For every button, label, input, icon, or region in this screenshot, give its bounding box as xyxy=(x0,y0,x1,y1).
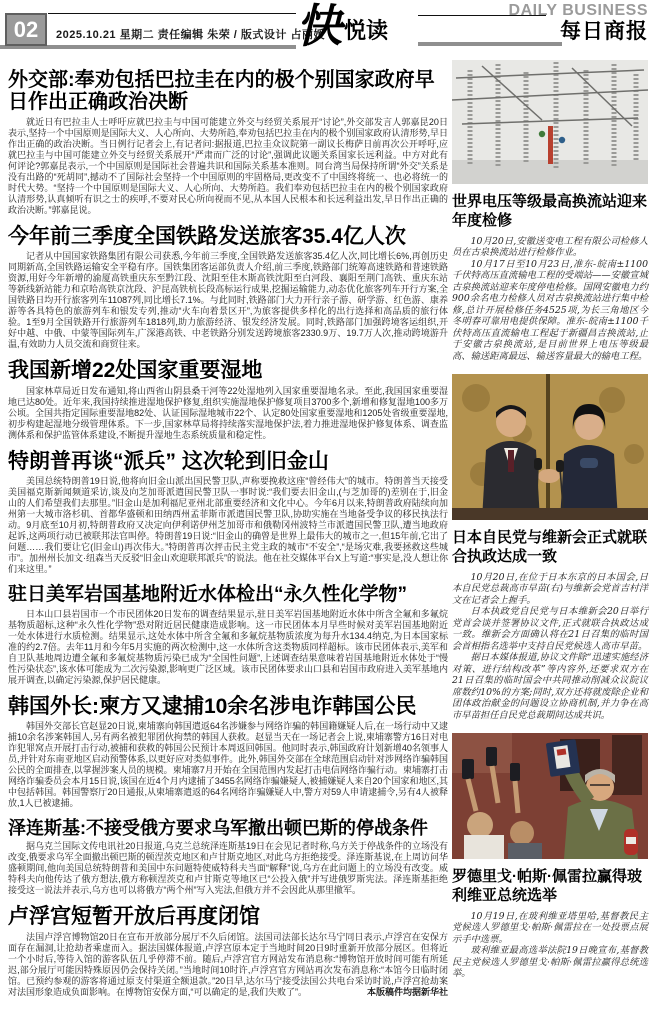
photo-caption: 10月20日,安徽送变电工程有限公司检修人员在古泉换流站进行检修作业。 xyxy=(452,235,648,258)
article-wetlands xyxy=(8,359,448,441)
logo-yuedu-text: 悦读 xyxy=(344,18,389,43)
sidebar-story-body: 10月17日至10月23日,准东-皖南±1100千伏特高压直流输电工程的受端站——安徽宣城古泉换流站迎来年度停电检修。国网安徽电力约900余名电力检修人员对古泉换流站进行集中检修,总计开展检修任务4525项,为长三角地区今冬明春可靠用电提供保障。准东-皖南±1100千伏特高压直流输电工程起于新疆昌吉换流站,止于安徽古泉换流站,是目前世界上电压等级最高、输送距离最远、输送容量最大的输电工程。 xyxy=(452,258,648,362)
article-title: 外交部:奉劝包括巴拉圭在内的极个别国家政府早日作出正确政治决断 xyxy=(8,69,435,114)
photo-caption: 10月19日,在玻利维亚塔里哈,基督教民主党候选人罗德里戈·帕斯·佩雷拉在一处投票点展示手中选票。 xyxy=(452,910,648,945)
section-logo xyxy=(296,0,416,53)
article-title: 驻日美军岩国基地附近水体检出“永久性化学物” xyxy=(8,584,408,606)
sidebar-story-substation xyxy=(452,60,648,362)
article-title: 卢浮宫短暂开放后再度闭馆 xyxy=(8,905,260,929)
article-body: 日本山口县岩国市一个市民团体20日发布的调查结果显示,驻日美军岩国基地附近水体中所含全氟和多氟烷基物质超标,这种“永久性化学物”恐对附近居民健康造成影响。这一市民团体本月早些时候对美军岩国基地附近一处水体进行水质检测。结果显示,这处水体中所含全氟和多氟烷基物质浓度为每升水134.4纳克,为日本国家标准的约2.7倍。去年11月和今年5月实施的两次检测中,这一水体所含这类物质同样超标。该市民团体表示,美军和自卫队基地周边遭全氟和多氟烷基物质污染已成为“全国性问题”,上述调查结果意味着岩国基地附近水体处于“慢性污染状态”,该水体可能成为二次污染源,影响更广泛区域。该市民团体要求山口县和岩国市政府进入美军基地内展开调查,以确定污染源,保护居民健康。 xyxy=(8,608,449,685)
ldp-ishin-photo xyxy=(452,374,648,520)
masthead xyxy=(509,2,648,44)
page-number-badge: 02 xyxy=(5,13,47,46)
date-line: 2025.10.21 星期二 责任编辑 朱荣 / 版式设计 占丽媛 xyxy=(56,29,325,41)
article-body: 记者从中国国家铁路集团有限公司获悉,今年前三季度,全国铁路发送旅客35.4亿人次,同比增长6%,再创历史同期新高,全国铁路运输安全平稳有序。国铁集团客运部负责人介绍,前三季度,铁路部门统筹高速铁路和普速铁路资源,用好今年新增的渝厦高铁重庆东至黔江段、沈阳至佳木斯高铁沈阳至白河段、襄阳至荆门高铁、重庆东站等新线新站能力和京哈高铁京沈段、沪昆高铁杭长段高标运行成果,挖掘运输能力,动态优化旅客列车开行方案,全国铁路日均开行旅客列车11087列,同比增长7.1%。与此同时,铁路部门大力开行亲子游、研学游、红色游、康养游等各具特色的旅游列车和银发专列,推动“火车向着景区开”,为旅客提供多样化的出行选择和高品质的旅行体验。1至9月全国铁路开行旅游列车1818列,助力旅游经济、银发经济发展。同时,铁路部门加强跨境客运组织,开好中越、中俄、中蒙等国际列车,广深港高铁、中老铁路分别发送跨境旅客2330.9万、19.7万人次,推动跨境游升温,有效助力人员交流和商贸往来。 xyxy=(8,251,448,350)
bolivia-election-photo xyxy=(452,733,648,859)
sidebar-story-japan-coalition xyxy=(452,374,648,721)
article-railway-passengers xyxy=(8,225,448,351)
article-title: 特朗普再谈“派兵” 这次轮到旧金山 xyxy=(8,449,329,473)
main-column xyxy=(8,60,448,998)
masthead-english: DAILY BUSINESS xyxy=(508,2,648,19)
sidebar-story-title: 日本自民党与维新会正式就联合执政达成一致 xyxy=(452,529,648,565)
page-content xyxy=(0,58,652,998)
article-title: 韩国外长:柬方又逮捕10余名涉电诈韩国公民 xyxy=(8,694,417,718)
logo-kuai-glyph: 快 xyxy=(296,0,342,53)
article-body: 韩国外交部长官赵显20日说,柬埔寨向韩国遣返64名涉嫌参与网络诈骗的韩国籍嫌疑人后,在一场行动中又逮捕10余名涉案韩国人,另有两名被犯罪团伙拘禁的韩国人获救。赵显当天在一场记者会上说,柬埔寨警方16日对电诈犯罪窝点开展打击行动,被捕和获救的韩国公民预计本周返回韩国。他同时表示,韩国政府计划新增40名领事人员,并针对东南亚地区启动预警体系,以更好应对类似事件。此外,韩国外交部在全球范围启动针对涉网络诈骗韩国公民的全面排查,以掌握涉案人员的规模。柬埔寨7月开始在全国范围内发起打击电信网络诈骗行动。柬埔寨打击网络诈骗委员会本月15日说,该国在近4个月内逮捕了3455名网络诈骗嫌疑人,被捕嫌疑人来自20个国家和地区,其中包括韩国。韩国警察厅20日通报,从柬埔寨遣返的64名网络诈骗嫌疑人中,警方对59人申请逮捕令,另有4人被释放,1人已被逮捕。 xyxy=(8,721,448,809)
article-title: 今年前三季度全国铁路发送旅客35.4亿人次 xyxy=(8,224,406,248)
masthead-chinese: 每日商报 xyxy=(560,20,648,43)
source-credit: 本版稿件均据新华社 xyxy=(366,986,448,997)
article-zelensky xyxy=(8,818,448,896)
article-louvre xyxy=(8,905,448,998)
article-body: 就近日有巴拉圭人士呼吁应就巴拉圭与中国可能建立外交与经贸关系展开“讨论”,外交部发言人郭嘉昆20日表示,坚持一个中国原则是国际大义、人心所向、大势所趋,奉劝包括巴拉圭在内的极个别国家政府认清形势,早日作出正确的政治决断。当日例行记者会上,有记者问:据报道,巴拉圭众议院第一副议长梅萨日前再次公开呼吁,应就巴拉圭与中国可能建立外交与经贸关系展开“严肃而广泛的讨论”,强调此议题关系国家长远利益。中方对此有何评论?郭嘉昆表示,一个中国原则是国际社会普遍共识和国际关系基本准则。同台湾当局保持所谓“外交”关系是没有出路的“死胡同”,撼动不了国际社会坚持一个中国原则的牢固格局,更改变不了中国终将统一、也必将统一的时代大势。“坚持一个中国原则是国际大义、人心所向、大势所趋。我们奉劝包括巴拉圭在内的极个别国家政府认清形势,认真倾听有识之士的疾呼,不要对民心所向视而不见,从本国人民根本和长远利益出发,早日作出正确的政治决断。”郭嘉昆说。 xyxy=(8,116,448,215)
article-title: 泽连斯基:不接受俄方要求乌军撤出顿巴斯的停战条件 xyxy=(8,818,428,839)
sidebar-story-body: 据日本媒体报道,协议文件除“迅速实施经济对策、进行结构改革”等内容外,还要求双方在21日召集的临时国会中共同推动削减众议院议席数约10%的方案;同时,双方还将就废除企业和团体政治献金的问题设立协商机制,并力争在高市早苗担任自民党总裁期间达成共识。 xyxy=(452,652,648,721)
header-rule-top-left xyxy=(48,13,296,14)
article-foreign-ministry xyxy=(8,69,448,216)
sidebar-story-title: 罗德里戈·帕斯·佩雷拉赢得玻利维亚总统选举 xyxy=(452,868,642,904)
article-title: 我国新增22处国家重要湿地 xyxy=(8,359,263,383)
article-iwakuni-water xyxy=(8,584,448,685)
sidebar-story-title: 世界电压等级最高换流站迎来年度检修 xyxy=(452,193,648,229)
page-header xyxy=(0,0,652,58)
article-korea-cambodia xyxy=(8,695,448,810)
photo-caption: 10月20日,在位于日本东京的日本国会,日本自民党总裁高市早苗(右)与维新会党首吉村洋文在记者会上握手。 xyxy=(452,571,648,606)
sidebar-story-bolivia xyxy=(452,733,648,980)
article-body: 美国总统特朗普19日说,他将向旧金山派出国民警卫队,声称要挽救这座“曾经伟大”的城市。特朗普当天接受美国福克斯新闻频道采访,谈及向芝加哥派遣国民警卫队一事时说:“我们要去旧金山,(与芝加哥的)差别在于,旧金山的人们希望我们去那里。”旧金山是加利福尼亚州北部重要经济和文化中心。今年6月以来,特朗普政府陆续向加州第一大城市洛杉矶、首都华盛顿和田纳西州孟菲斯市派遣国民警卫队,协助实施在当地备受争议的移民执法行动。9月底至10月初,特朗普政府又决定向伊利诺伊州芝加哥市和俄勒冈州波特兰市派遣国民警卫队,遭当地政府起诉,这两项行动已被联邦法官叫停。特朗普19日说:“旧金山的确曾是世界上最伟大的城市之一,但15年前,它出了问题……我们要让它(旧金山)再次伟大。”特朗普再次抨击民主党主政的城市“不安全”,“是场灾难,我要拯救这些城市”。加州州长加文·纽森当天反驳“旧金山欢迎联邦派兵”的说法。他在社交媒体平台X上写道:“事实是,没人想让你们来这里。” xyxy=(8,476,448,575)
article-trump-sanfrancisco xyxy=(8,450,448,576)
article-body: 国家林草局近日发布通知,将山西省山阴县桑干河等22处湿地列入国家重要湿地名录。至此,我国国家重要湿地已达80处。近年来,我国持续推进湿地保护修复,组织实施湿地保护修复项目3700多个,新增和修复湿地100多万公顷。全国共指定国际重要湿地82处、认证国际湿地城市22个、认定80处国家重要湿地和1205处省级重要湿地,初步构建起湿地分级管理体系。下一步,国家林草局将持续落实湿地保护法,着力推进湿地保护修复体系、调查监测体系和保护监管体系建设,不断提升湿地生态系统质量和稳定性。 xyxy=(8,385,448,440)
sidebar-column xyxy=(452,60,648,998)
sidebar-story-body: 日本执政党自民党与日本维新会20日举行党首会谈并签署协议文件,正式就联合执政达成一致。维新会方面确认将在21日召集的临时国会首相指名选举中支持自民党候选人高市早苗。 xyxy=(452,606,648,652)
sidebar-story-body: 玻利维亚最高选举法院19日晚宣布,基督教民主党候选人罗德里戈·帕斯·佩雷拉赢得总统选举。 xyxy=(452,945,648,979)
article-body: 据乌克兰国际文传电讯社20日报道,乌克兰总统泽连斯基19日在会见记者时称,乌方关于停战条件的立场没有改变,俄要求乌军全面撤出顿巴斯的顿涅茨克地区和卢甘斯克地区,对此乌方拒绝接受。泽连斯基说,在上周访问华盛顿期间,他向美国总统特朗普和美国中东问题特使威特科夫当面“解释”说,乌方在此问题上的立场没有改变。威特科夫向他传达了俄方想法,俄方称顿涅茨克和卢甘斯克等地区已“公投入俄”并写进俄罗斯宪法。泽连斯基拒绝接受这一说法并表示,乌方也可以将俄方“两个州”写入宪法,但俄方并不会因此从那里撤军。 xyxy=(8,841,448,896)
substation-photo xyxy=(452,60,648,184)
article-body: 法国卢浮宫博物馆20日在宣布开放部分展厅不久后闭馆。法国司法部长达尔马宁同日表示,卢浮宫在安保方面存在漏洞,让抢劫者乘虚而入。据法国媒体报道,卢浮宫原本定于当地时间20日9时重新开放部分展区。但将近一个小时后,等待入馆的游客队伍几乎停滞不前。随后,卢浮宫官方网站发布消息称:“博物馆开放时间可能有所延迟,部分展厅可能因特殊原因仍会保持关闭。”当地时间10时许,卢浮宫官方网站再次发布消息称:“本馆今日临时闭馆。已预约参观的游客将通过原支付渠道全额退款。”20日早,达尔马宁接受法国公共电台采访时说,卢浮宫抢劫案对法国形象造成负面影响。在博物馆安保方面,“可以确定的是,我们失败了”。 xyxy=(8,931,448,997)
